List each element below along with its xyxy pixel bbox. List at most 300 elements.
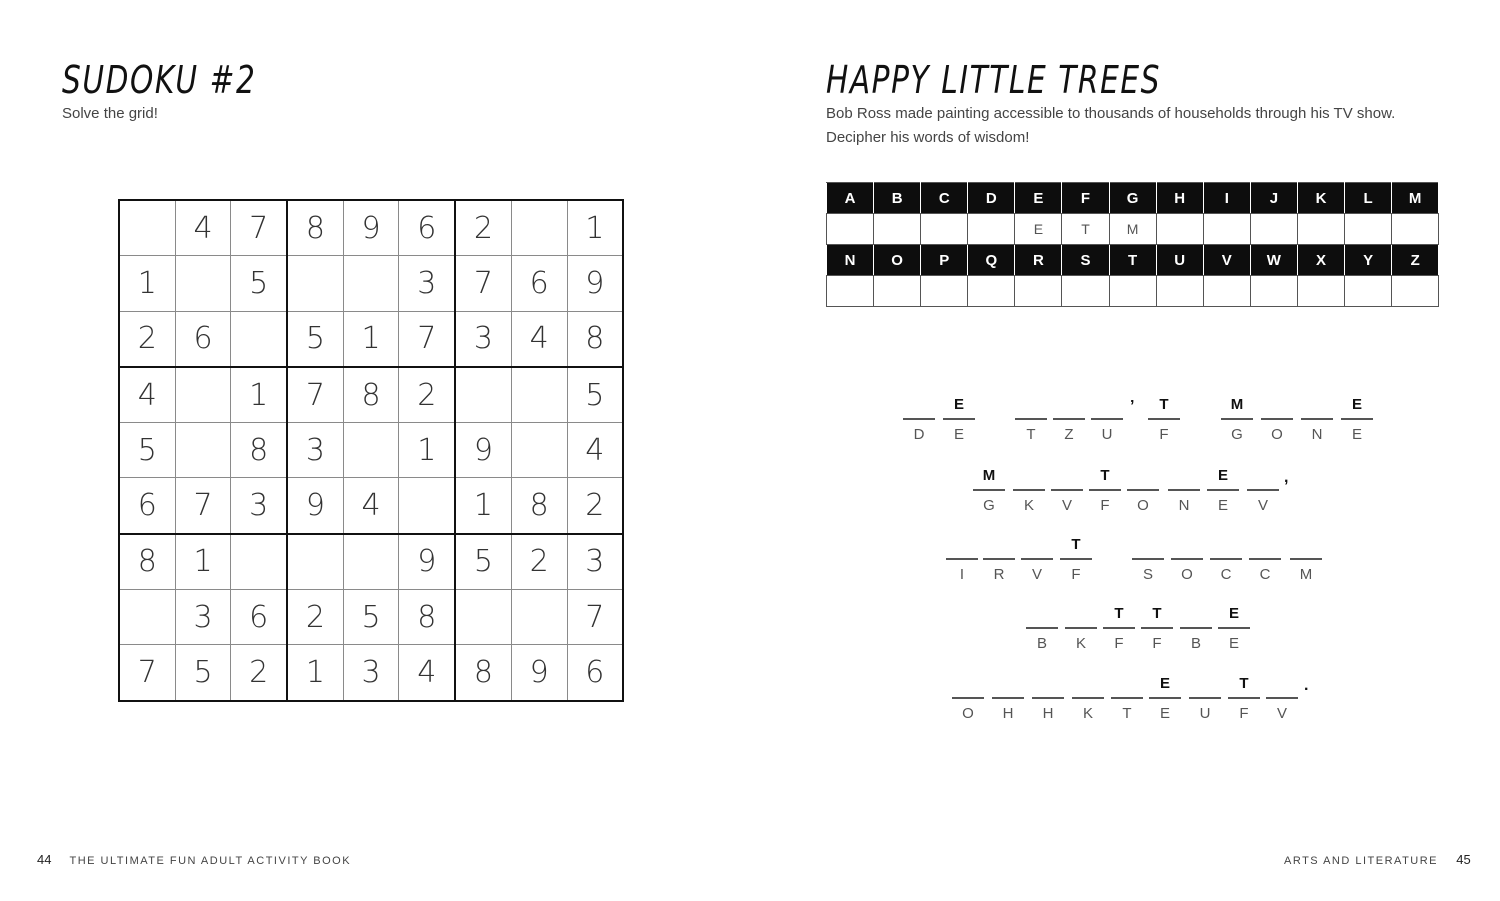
sudoku-cell[interactable] <box>511 200 567 256</box>
sudoku-cell[interactable]: 1 <box>567 200 623 256</box>
answer-line <box>1228 697 1260 699</box>
left-page-number: 44 <box>37 852 52 867</box>
cipher-answer-cell[interactable] <box>1015 276 1062 307</box>
letter-slot[interactable] <box>1247 467 1279 527</box>
sudoku-cell[interactable]: 3 <box>175 590 231 645</box>
sudoku-cell[interactable] <box>287 534 343 590</box>
cipher-letter: D <box>968 183 1015 214</box>
answer-line <box>1168 489 1200 491</box>
cipher-code-letter: V <box>1276 705 1287 722</box>
cipher-code-letter: K <box>1075 635 1086 652</box>
slot-answer[interactable] <box>1111 675 1143 695</box>
answer-line <box>1091 418 1123 420</box>
left-footer <box>37 852 351 867</box>
sudoku-cell[interactable] <box>175 367 231 423</box>
sudoku-cell[interactable]: 8 <box>343 367 399 423</box>
sudoku-cell[interactable]: 4 <box>511 311 567 367</box>
slot-answer[interactable] <box>1026 605 1058 625</box>
slot-answer[interactable]: T <box>1159 396 1169 413</box>
sudoku-cell[interactable]: 5 <box>455 534 511 590</box>
slot-answer[interactable]: E <box>953 396 964 413</box>
book-title: THE ULTIMATE FUN ADULT ACTIVITY BOOK <box>69 855 352 867</box>
cipher-code-letter: T <box>1122 705 1132 722</box>
phrase-line <box>750 467 1500 527</box>
cipher-answer-cell[interactable] <box>827 276 874 307</box>
sudoku-cell[interactable]: 9 <box>399 534 455 590</box>
cipher-code-letter: K <box>1023 497 1034 514</box>
sudoku-cell[interactable]: 8 <box>511 478 567 534</box>
slot-answer[interactable] <box>1091 396 1123 416</box>
slot-answer[interactable] <box>1021 536 1053 556</box>
cipher-code-letter: F <box>1071 566 1081 583</box>
cipher-code-letter: E <box>1351 426 1362 443</box>
letter-slot[interactable] <box>903 396 935 456</box>
cipher-answer-cell[interactable] <box>1297 214 1344 245</box>
sudoku-row <box>119 200 623 256</box>
slot-answer[interactable] <box>1032 675 1064 695</box>
sudoku-cell[interactable]: 5 <box>231 256 287 311</box>
sudoku-cell[interactable]: 3 <box>455 311 511 367</box>
slot-answer[interactable] <box>1065 605 1097 625</box>
sudoku-cell[interactable]: 1 <box>287 645 343 701</box>
slot-answer[interactable] <box>1180 605 1212 625</box>
answer-line <box>1290 558 1322 560</box>
cipher-subtitle-line1: Bob Ross made painting accessible to thousands of households through his TV show. <box>826 105 1396 122</box>
sudoku-cell[interactable]: 5 <box>287 311 343 367</box>
cipher-letter: G <box>1109 183 1156 214</box>
letter-slot[interactable] <box>1053 396 1085 456</box>
cipher-answer-cell[interactable] <box>1203 276 1250 307</box>
sudoku-cell[interactable] <box>231 311 287 367</box>
letter-slot[interactable] <box>1189 675 1221 735</box>
cipher-letter: X <box>1297 245 1344 276</box>
cipher-code-letter: H <box>1002 705 1014 722</box>
letter-slot[interactable] <box>1168 467 1200 527</box>
punctuation-mark: ’ <box>1130 398 1135 415</box>
cipher-answer-cell[interactable] <box>1156 276 1203 307</box>
slot-answer[interactable] <box>1072 675 1104 695</box>
cipher-answer-cell[interactable] <box>1345 276 1392 307</box>
sudoku-cell[interactable]: 9 <box>567 256 623 311</box>
sudoku-cell[interactable]: 8 <box>455 645 511 701</box>
cipher-code-letter: T <box>1026 426 1036 443</box>
sudoku-cell[interactable] <box>119 200 175 256</box>
sudoku-cell[interactable]: 2 <box>399 367 455 423</box>
answer-line <box>1341 418 1373 420</box>
cipher-code-letter: Z <box>1064 426 1074 443</box>
cipher-answer-cell[interactable] <box>968 214 1015 245</box>
sudoku-cell[interactable]: 7 <box>119 645 175 701</box>
cipher-code-letter: E <box>1159 705 1170 722</box>
phrase-line <box>750 396 1500 456</box>
answer-line <box>973 489 1005 491</box>
letter-slot[interactable] <box>1051 467 1083 527</box>
slot-answer[interactable]: T <box>1100 467 1110 484</box>
cipher-subtitle-line2: Decipher his words of wisdom! <box>826 129 1030 146</box>
slot-answer[interactable] <box>1053 396 1085 416</box>
sudoku-cell[interactable]: 6 <box>231 590 287 645</box>
letter-slot[interactable] <box>1026 605 1058 665</box>
cipher-code-letter: F <box>1100 497 1110 514</box>
answer-line <box>1013 489 1045 491</box>
sudoku-cell[interactable] <box>343 256 399 311</box>
sudoku-cell[interactable] <box>343 534 399 590</box>
cipher-code-letter: R <box>993 566 1005 583</box>
cipher-letter: T <box>1109 245 1156 276</box>
slot-answer[interactable]: T <box>1071 536 1081 553</box>
sudoku-cell[interactable]: 6 <box>119 478 175 534</box>
sudoku-row <box>119 478 623 534</box>
answer-line <box>1053 418 1085 420</box>
sudoku-cell[interactable]: 4 <box>119 367 175 423</box>
cipher-code-letter: I <box>959 566 965 583</box>
letter-slot[interactable] <box>1207 467 1239 527</box>
answer-line <box>946 558 978 560</box>
sudoku-cell[interactable]: 6 <box>399 200 455 256</box>
letter-slot[interactable] <box>1021 536 1053 596</box>
cipher-answer-cell[interactable]: M <box>1109 214 1156 245</box>
sudoku-cell[interactable] <box>511 423 567 478</box>
slot-answer[interactable] <box>1261 396 1293 416</box>
sudoku-cell[interactable]: 1 <box>231 367 287 423</box>
letter-slot[interactable] <box>1103 605 1135 665</box>
letter-slot[interactable] <box>1210 536 1242 596</box>
sudoku-title: SUDOKU #2 <box>62 58 257 102</box>
cipher-code-letter: H <box>1042 705 1054 722</box>
slot-answer[interactable] <box>992 675 1024 695</box>
cipher-answer-cell[interactable] <box>1203 214 1250 245</box>
letter-slot[interactable] <box>1127 467 1159 527</box>
slot-answer[interactable] <box>1247 467 1279 487</box>
letter-slot[interactable] <box>1218 605 1250 665</box>
sudoku-cell[interactable]: 2 <box>455 200 511 256</box>
sudoku-cell[interactable]: 3 <box>287 423 343 478</box>
sudoku-cell[interactable]: 4 <box>175 200 231 256</box>
cipher-code-letter: B <box>1190 635 1201 652</box>
cipher-code-letter: O <box>962 705 974 722</box>
slot-answer[interactable] <box>903 396 935 416</box>
sudoku-cell[interactable]: 6 <box>567 645 623 701</box>
sudoku-cell[interactable] <box>175 256 231 311</box>
answer-line <box>1171 558 1203 560</box>
slot-answer[interactable]: M <box>982 467 996 484</box>
cipher-letter: V <box>1203 245 1250 276</box>
sudoku-cell[interactable] <box>119 590 175 645</box>
sudoku-row <box>119 256 623 311</box>
slot-answer[interactable]: E <box>1159 675 1170 692</box>
cipher-code-letter: V <box>1257 497 1268 514</box>
answer-line <box>1218 627 1250 629</box>
cipher-code-letter: C <box>1220 566 1232 583</box>
cipher-letter: U <box>1156 245 1203 276</box>
sudoku-cell[interactable]: 5 <box>343 590 399 645</box>
cipher-code-letter: E <box>1217 497 1228 514</box>
sudoku-row <box>119 645 623 701</box>
cipher-letter: S <box>1062 245 1109 276</box>
sudoku-cell[interactable] <box>455 590 511 645</box>
slot-answer[interactable] <box>1210 536 1242 556</box>
letter-slot[interactable] <box>952 675 984 735</box>
sudoku-cell[interactable]: 1 <box>455 478 511 534</box>
sudoku-cell[interactable]: 2 <box>119 311 175 367</box>
sudoku-row <box>119 590 623 645</box>
cipher-answer-cell[interactable] <box>968 276 1015 307</box>
cipher-code-letter: C <box>1259 566 1271 583</box>
sudoku-cell[interactable] <box>231 534 287 590</box>
slot-answer[interactable] <box>946 536 978 556</box>
letter-slot[interactable] <box>1341 396 1373 456</box>
letter-slot[interactable] <box>1249 536 1281 596</box>
answer-line <box>1127 489 1159 491</box>
sudoku-cell[interactable] <box>343 423 399 478</box>
sudoku-row <box>119 423 623 478</box>
cipher-code-letter: E <box>1228 635 1239 652</box>
cipher-key-row <box>827 276 1439 307</box>
slot-answer[interactable] <box>952 675 984 695</box>
answer-line <box>1026 627 1058 629</box>
cipher-letter: M <box>1392 183 1439 214</box>
cipher-letter: C <box>921 183 968 214</box>
sudoku-cell[interactable]: 8 <box>231 423 287 478</box>
cipher-answer-cell[interactable] <box>1109 276 1156 307</box>
letter-slot[interactable] <box>1132 536 1164 596</box>
cipher-answer-cell[interactable] <box>874 214 921 245</box>
slot-answer[interactable] <box>1127 467 1159 487</box>
answer-line <box>1051 489 1083 491</box>
answer-line <box>952 697 984 699</box>
cipher-code-letter: U <box>1101 426 1113 443</box>
sudoku-row <box>119 534 623 590</box>
letter-slot[interactable] <box>946 536 978 596</box>
cipher-code-letter: N <box>1311 426 1323 443</box>
cipher-letter: N <box>827 245 874 276</box>
sudoku-cell[interactable]: 2 <box>511 534 567 590</box>
sudoku-cell[interactable]: 8 <box>119 534 175 590</box>
cipher-answer-cell[interactable] <box>1156 214 1203 245</box>
answer-line <box>1247 489 1279 491</box>
slot-answer[interactable]: E <box>1228 605 1239 622</box>
sudoku-row <box>119 311 623 367</box>
answer-line <box>1021 558 1053 560</box>
letter-slot[interactable] <box>983 536 1015 596</box>
cipher-code-letter: S <box>1142 566 1153 583</box>
letter-slot[interactable] <box>973 467 1005 527</box>
slot-answer[interactable] <box>1189 675 1221 695</box>
sudoku-cell[interactable]: 9 <box>455 423 511 478</box>
slot-answer[interactable]: T <box>1152 605 1162 622</box>
sudoku-cell[interactable]: 3 <box>567 534 623 590</box>
sudoku-cell[interactable]: 6 <box>175 311 231 367</box>
cipher-answer-cell[interactable] <box>827 214 874 245</box>
sudoku-cell[interactable]: 4 <box>567 423 623 478</box>
cipher-letter: I <box>1203 183 1250 214</box>
sudoku-cell[interactable]: 3 <box>399 256 455 311</box>
letter-slot[interactable] <box>1228 675 1260 735</box>
sudoku-cell[interactable]: 7 <box>231 200 287 256</box>
sudoku-cell[interactable]: 5 <box>175 645 231 701</box>
sudoku-cell[interactable]: 9 <box>343 200 399 256</box>
slot-answer[interactable]: E <box>1351 396 1362 413</box>
cipher-code-letter: M <box>1299 566 1313 583</box>
letter-slot[interactable] <box>1091 396 1123 456</box>
sudoku-cell[interactable] <box>175 423 231 478</box>
slot-answer[interactable] <box>1301 396 1333 416</box>
answer-line <box>1189 697 1221 699</box>
sudoku-cell[interactable]: 4 <box>399 645 455 701</box>
answer-line <box>1015 418 1047 420</box>
slot-answer[interactable]: T <box>1239 675 1249 692</box>
answer-line <box>992 697 1024 699</box>
slot-answer[interactable] <box>1051 467 1083 487</box>
cipher-letter: L <box>1345 183 1392 214</box>
letter-slot[interactable] <box>943 396 975 456</box>
sudoku-cell[interactable] <box>511 590 567 645</box>
answer-line <box>1180 627 1212 629</box>
letter-slot[interactable] <box>1149 675 1181 735</box>
letter-slot[interactable] <box>1266 675 1298 735</box>
letter-slot[interactable] <box>1290 536 1322 596</box>
sudoku-cell[interactable]: 1 <box>399 423 455 478</box>
cipher-code-letter: K <box>1082 705 1093 722</box>
sudoku-cell[interactable] <box>399 478 455 534</box>
sudoku-cell[interactable]: 7 <box>455 256 511 311</box>
letter-slot[interactable] <box>1072 675 1104 735</box>
letter-slot[interactable] <box>1032 675 1064 735</box>
slot-answer[interactable]: M <box>1230 396 1244 413</box>
slot-answer[interactable] <box>1015 396 1047 416</box>
sudoku-cell[interactable]: 3 <box>231 478 287 534</box>
cipher-answer-cell[interactable] <box>1392 276 1439 307</box>
answer-line <box>1132 558 1164 560</box>
slot-answer[interactable]: T <box>1114 605 1124 622</box>
cipher-letter: J <box>1250 183 1297 214</box>
answer-line <box>1065 627 1097 629</box>
sudoku-cell[interactable]: 4 <box>343 478 399 534</box>
sudoku-cell[interactable]: 2 <box>231 645 287 701</box>
letter-slot[interactable] <box>1111 675 1143 735</box>
sudoku-cell[interactable]: 2 <box>567 478 623 534</box>
cipher-key-row <box>827 245 1439 276</box>
slot-answer[interactable]: E <box>1217 467 1228 484</box>
cipher-code-letter: U <box>1199 705 1211 722</box>
cipher-code-letter: O <box>1181 566 1193 583</box>
sudoku-cell[interactable]: 1 <box>119 256 175 311</box>
slot-answer[interactable] <box>1266 675 1298 695</box>
cipher-key-row <box>827 183 1439 214</box>
sudoku-cell[interactable]: 8 <box>399 590 455 645</box>
sudoku-cell[interactable]: 5 <box>119 423 175 478</box>
sudoku-grid <box>118 199 624 702</box>
sudoku-cell[interactable]: 9 <box>511 645 567 701</box>
answer-line <box>1148 418 1180 420</box>
answer-line <box>1111 697 1143 699</box>
cipher-answer-cell[interactable] <box>921 276 968 307</box>
slot-answer[interactable] <box>1132 536 1164 556</box>
answer-line <box>1210 558 1242 560</box>
sudoku-cell[interactable]: 1 <box>175 534 231 590</box>
letter-slot[interactable] <box>992 675 1024 735</box>
letter-slot[interactable] <box>1060 536 1092 596</box>
slot-answer[interactable] <box>1290 536 1322 556</box>
cipher-code-letter: O <box>1271 426 1283 443</box>
answer-line <box>1060 558 1092 560</box>
cipher-letter: P <box>921 245 968 276</box>
slot-answer[interactable] <box>1171 536 1203 556</box>
cipher-letter: E <box>1015 183 1062 214</box>
cipher-key-table <box>826 182 1439 307</box>
sudoku-cell[interactable]: 6 <box>511 256 567 311</box>
letter-slot[interactable] <box>1141 605 1173 665</box>
answer-line <box>1207 489 1239 491</box>
letter-slot[interactable] <box>1013 467 1045 527</box>
cipher-answer-cell[interactable] <box>874 276 921 307</box>
cipher-letter: Y <box>1345 245 1392 276</box>
sudoku-cell[interactable]: 3 <box>343 645 399 701</box>
sudoku-cell[interactable]: 7 <box>175 478 231 534</box>
sudoku-cell[interactable]: 2 <box>287 590 343 645</box>
slot-answer[interactable] <box>1168 467 1200 487</box>
cipher-answer-cell[interactable]: E <box>1015 214 1062 245</box>
letter-slot[interactable] <box>1089 467 1121 527</box>
cipher-answer-cell[interactable] <box>1297 276 1344 307</box>
sudoku-cell[interactable]: 7 <box>399 311 455 367</box>
cipher-answer-cell[interactable] <box>921 214 968 245</box>
sudoku-cell[interactable]: 8 <box>287 200 343 256</box>
cipher-code-letter: F <box>1152 635 1162 652</box>
cipher-title: HAPPY LITTLE TREES <box>826 58 1162 102</box>
punctuation-mark: , <box>1284 469 1289 486</box>
cipher-answer-cell[interactable] <box>1250 214 1297 245</box>
letter-slot[interactable] <box>1180 605 1212 665</box>
letter-slot[interactable] <box>1015 396 1047 456</box>
cipher-answer-cell[interactable] <box>1345 214 1392 245</box>
cipher-code-letter: G <box>1231 426 1243 443</box>
slot-answer[interactable] <box>983 536 1015 556</box>
sudoku-cell[interactable] <box>511 367 567 423</box>
letter-slot[interactable] <box>1221 396 1253 456</box>
sudoku-cell[interactable]: 7 <box>287 367 343 423</box>
sudoku-cell[interactable]: 5 <box>567 367 623 423</box>
sudoku-cell[interactable]: 7 <box>567 590 623 645</box>
cipher-code-letter: V <box>1031 566 1042 583</box>
cipher-code-letter: F <box>1114 635 1124 652</box>
sudoku-cell[interactable]: 9 <box>287 478 343 534</box>
answer-line <box>1301 418 1333 420</box>
letter-slot[interactable] <box>1261 396 1293 456</box>
answer-line <box>1072 697 1104 699</box>
letter-slot[interactable] <box>1148 396 1180 456</box>
sudoku-cell[interactable]: 1 <box>343 311 399 367</box>
answer-line <box>903 418 935 420</box>
answer-line <box>1221 418 1253 420</box>
sudoku-cell[interactable] <box>455 367 511 423</box>
cipher-answer-cell[interactable] <box>1392 214 1439 245</box>
slot-answer[interactable] <box>1249 536 1281 556</box>
letter-slot[interactable] <box>1065 605 1097 665</box>
sudoku-cell[interactable]: 8 <box>567 311 623 367</box>
cipher-answer-cell[interactable] <box>1062 276 1109 307</box>
cipher-answer-cell[interactable]: T <box>1062 214 1109 245</box>
sudoku-cell[interactable] <box>287 256 343 311</box>
cipher-answer-cell[interactable] <box>1250 276 1297 307</box>
slot-answer[interactable] <box>1013 467 1045 487</box>
cipher-letter: W <box>1250 245 1297 276</box>
letter-slot[interactable] <box>1301 396 1333 456</box>
letter-slot[interactable] <box>1171 536 1203 596</box>
answer-line <box>1266 697 1298 699</box>
cipher-code-letter: O <box>1137 497 1149 514</box>
section-title: ARTS AND LITERATURE <box>1284 855 1439 867</box>
